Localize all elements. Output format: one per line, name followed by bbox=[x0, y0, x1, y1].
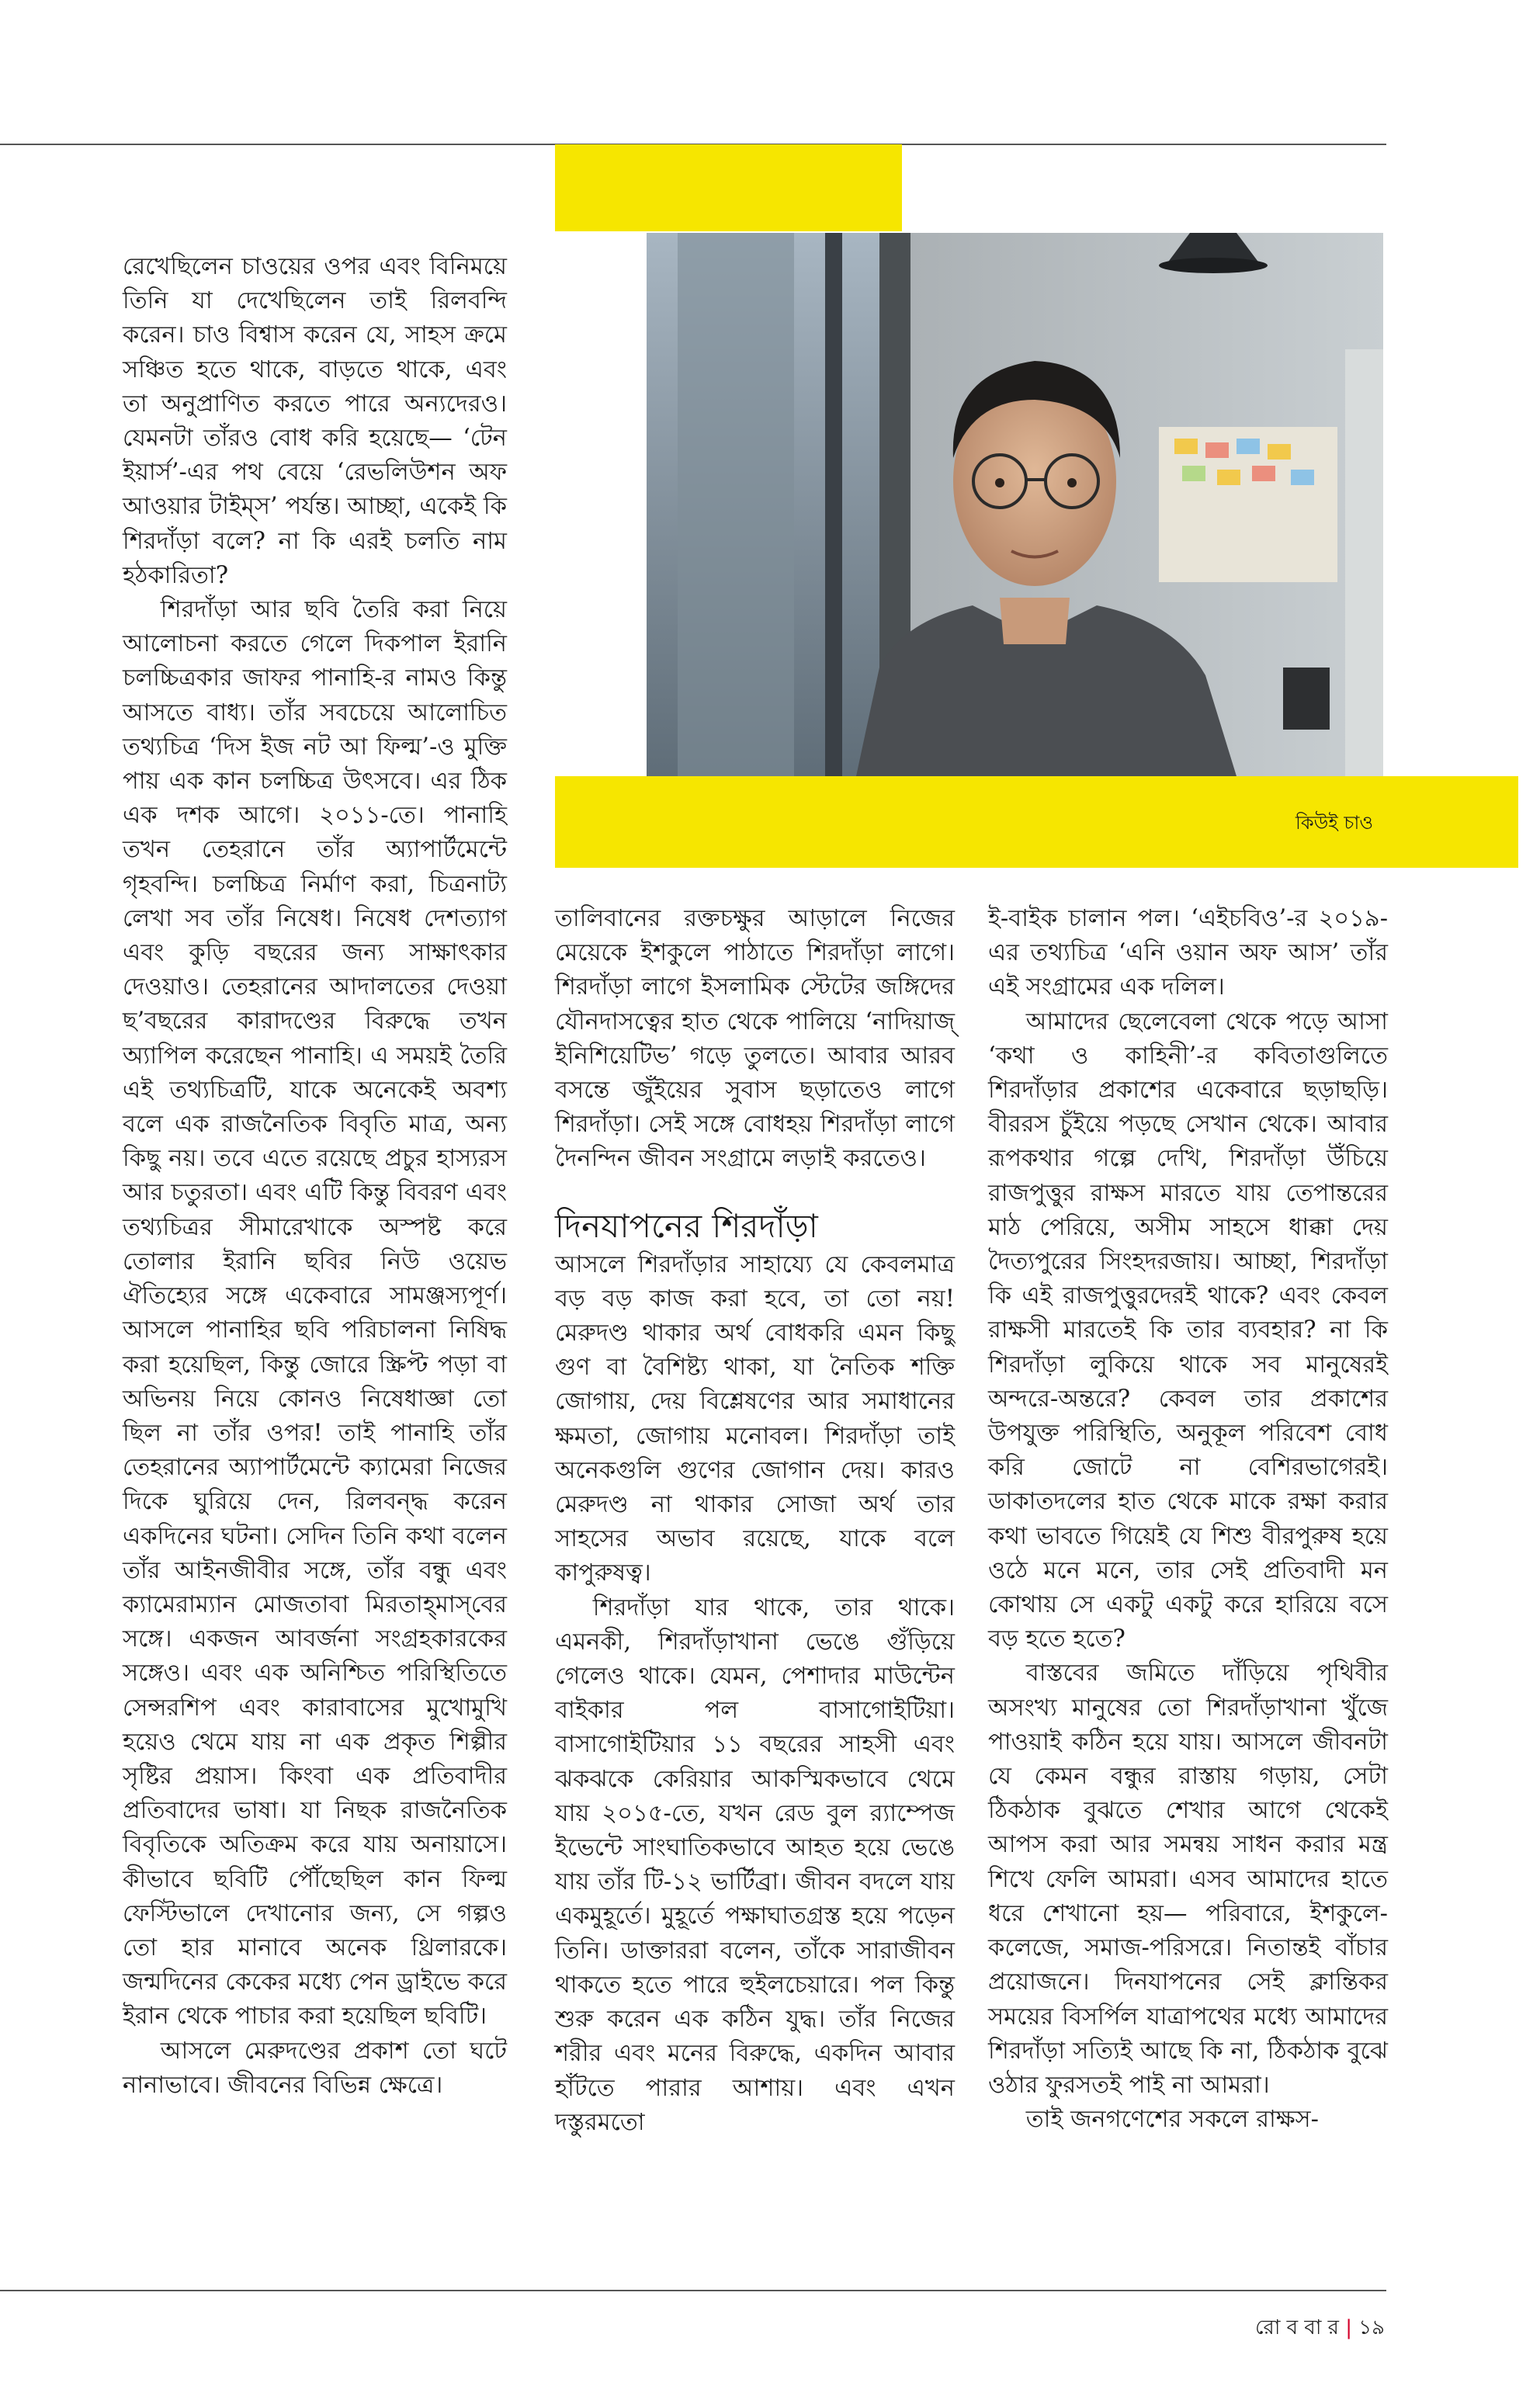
photo-caption: কিউই চাও bbox=[1295, 812, 1373, 834]
folio-separator: | bbox=[1345, 2316, 1352, 2339]
yellow-accent-band bbox=[555, 776, 1518, 868]
page-folio bbox=[1255, 2311, 1385, 2346]
page-number: ১৯ bbox=[1358, 2316, 1385, 2339]
article-column-3 bbox=[988, 902, 1388, 2137]
column3-paragraph: ই-বাইক চালান পল। ‘এইচবিও’-র ২০১৯-এর তথ্যচিত্র ‘এনি ওয়ান অফ আস’ তাঁর এই সংগ্রামের এক দলিল। bbox=[988, 905, 1388, 1001]
column2-intro: তালিবানের রক্তচক্ষুর আড়ালে নিজের মেয়েকে ইশকুলে পাঠাতে শিরদাঁড়া লাগে। শিরদাঁড়া লাগে ইসলামিক স্টেটের জঙ্গিদের যৌনদাসত্বের হাত থেকে পালিয়ে ‘নাদিয়াজ্‌ ইনিশিয়েটিভ’ গড়ে তুলতে। আবার আরব বসন্তে জুঁইয়ের সুবাস ছড়াতেও লাগে শিরদাঁড়া। সেই সঙ্গে বোধহয় শিরদাঁড়া লাগে দৈনন্দিন জীবন সংগ্রামে লড়াই করতেও। bbox=[555, 905, 955, 1173]
bottom-rule bbox=[0, 2290, 1386, 2291]
section-subheading: দিনযাপনের শিরদাঁড়া bbox=[555, 1206, 818, 1245]
yellow-accent-tab bbox=[555, 144, 902, 231]
column2-paragraph: শিরদাঁড়া যার থাকে, তার থাকে। এমনকী, শিরদাঁড়াখানা ভেঙে গুঁড়িয়ে গেলেও থাকে। যেমন, পেশাদার মাউন্টেন বাইকার পল বাসাগোইটিয়া। বাসাগোইটিয়ার ১১ বছরের সাহসী এবং ঝকঝকে কেরিয়ার আকস্মিকভাবে থেমে যায় ২০১৫-তে, যখন রেড বুল র‍্যাম্পেজ ইভেন্টে সাংঘাতিকভাবে আহত হয়ে ভেঙে যায় তাঁর টি-১২ ভার্টিব্রা। জীবন বদলে যায় একমুহূর্তে। মুহূর্তে পক্ষাঘাতগ্রস্ত হয়ে পড়েন তিনি। ডাক্তাররা বলেন, তাঁকে সারাজীবন থাকতে হতে পারে হুইলচেয়ারে। পল কিন্তু শুরু করেন এক কঠিন যুদ্ধ। তাঁর নিজের শরীর এবং মনের বিরুদ্ধে, একদিন আবার হাঁটতে পারার আশায়। এবং এখন দস্তুরমতো bbox=[555, 1594, 955, 2136]
column1-paragraph: আসলে মেরুদণ্ডের প্রকাশ তো ঘটে নানাভাবে। জীবনের বিভিন্ন ক্ষেত্রে। bbox=[123, 2037, 507, 2099]
column3-paragraph: আমাদের ছেলেবেলা থেকে পড়ে আসা ‘কথা ও কাহিনী’-র কবিতাগুলিতে শিরদাঁড়ার প্রকাশের একেবারে ছড়াছড়ি। বীররস চুঁইয়ে পড়ছে সেখান থেকে। আবার রূপকথার গল্পে দেখি, শিরদাঁড়া উঁচিয়ে রাজপুত্তুর রাক্ষস মারতে যায় তেপান্তরের মাঠ পেরিয়ে, অসীম সাহসে ধাক্কা দেয় দৈত্যপুরের সিংহদরজায়। আচ্ছা, শিরদাঁড়া কি এই রাজপুত্তুরদেরই থাকে? এবং কেবল রাক্ষসী মারতেই কি তার ব্যবহার? না কি শিরদাঁড়া লুকিয়ে থাকে সব মানুষেরই অন্দরে-অন্তরে? কেবল তার প্রকাশের উপযুক্ত পরিস্থিতি, অনুকূল পরিবেশ বোধ করি জোটে না বেশিরভাগেরই। ডাকাতদলের হাত থেকে মাকে রক্ষা করার কথা ভাবতে গিয়েই যে শিশু বীরপুরুষ হয়ে ওঠে মনে মনে, তার সেই প্রতিবাদী মন কোথায় সে একটু একটু করে হারিয়ে বসে বড় হতে হতে? bbox=[988, 1007, 1388, 1653]
article-column-2 bbox=[555, 902, 955, 2140]
magazine-name: রো ব বা র bbox=[1254, 2316, 1339, 2339]
portrait-photo bbox=[647, 233, 1383, 776]
column3-paragraph: তাই জনগণেশের সকলে রাক্ষস- bbox=[1025, 2106, 1319, 2134]
column3-paragraph: বাস্তবের জমিতে দাঁড়িয়ে পৃথিবীর অসংখ্য মানুষের তো শিরদাঁড়াখানা খুঁজে পাওয়াই কঠিন হয়ে যায়। আসলে জীবনটা যে কেমন বন্ধুর রাস্তায় গড়ায়, সেটা ঠিকঠাক বুঝতে শেখার আগে থেকেই আপস করা আর সমন্বয় সাধন করার মন্ত্র শিখে ফেলি আমরা। এসব আমাদের হাতে ধরে শেখানো হয়— পরিবারে, ইশকুলে-কলেজে, সমাজ-পরিসরে। নিতান্তই বাঁচার প্রয়োজনে। দিনযাপনের সেই ক্লান্তিকর সময়ের বিসর্পিল যাত্রাপথের মধ্যে আমাদের শিরদাঁড়া সত্যিই আছে কি না, ঠিকঠাক বুঝে ওঠার ফুরসতই পাই না আমরা। bbox=[988, 1659, 1388, 2099]
article-column-1 bbox=[123, 250, 507, 2103]
column1-paragraph: শিরদাঁড়া আর ছবি তৈরি করা নিয়ে আলোচনা করতে গেলে দিকপাল ইরানি চলচ্চিত্রকার জাফর পানাহি-র নামও কিন্তু আসতে বাধ্য। তাঁর সবচেয়ে আলোচিত তথ্যচিত্র ‘দিস ইজ নট আ ফিল্ম’-ও মুক্তি পায় এক কান চলচ্চিত্র উৎসবে। এর ঠিক এক দশক আগে। ২০১১-তে। পানাহি তখন তেহরানে তাঁর অ্যাপার্টমেন্টে গৃহবন্দি। চলচ্চিত্র নির্মাণ করা, চিত্রনাট্য লেখা সব তাঁর নিষেধ। নিষেধ দেশত্যাগ এবং কুড়ি বছরের জন্য সাক্ষাৎকার দেওয়াও। তেহরানের আদালতের দেওয়া ছ’বছরের কারাদণ্ডের বিরুদ্ধে তখন অ্যাপিল করেছেন পানাহি। এ সময়ই তৈরি এই তথ্যচিত্রটি, যাকে অনেকেই অবশ্য বলে এক রাজনৈতিক বিবৃতি মাত্র, অন্য কিছু নয়। তবে এতে রয়েছে প্রচুর হাস্যরস আর চতুরতা। এবং এটি কিন্তু বিবরণ এবং তথ্যচিত্রর সীমারেখাকে অস্পষ্ট করে তোলার ইরানি ছবির নিউ ওয়েভ ঐতিহ্যের সঙ্গে একেবারে সামঞ্জস্যপূর্ণ। আসলে পানাহির ছবি পরিচালনা নিষিদ্ধ করা হয়েছিল, কিন্তু জোরে স্ক্রিপ্ট পড়া বা অভিনয় নিয়ে কোনও নিষেধাজ্ঞা তো ছিল না তাঁর ওপর! তাই পানাহি তাঁর তেহরানের অ্যাপার্টমেন্টে ক্যামেরা নিজের দিকে ঘুরিয়ে দেন, রিলবন্দ্ধ করেন একদিনের ঘটনা। সেদিন তিনি কথা বলেন তাঁর আইনজীবীর সঙ্গে, তাঁর বন্ধু এবং ক্যামেরাম্যান মোজতাবা মিরতাহ্‌মাস্‌বের সঙ্গে। একজন আবর্জনা সংগ্রহকারকের সঙ্গেও। এবং এক অনিশ্চিত পরিস্থিতিতে সেন্সরশিপ এবং কারাবাসের মুখোমুখি হয়েও থেমে যায় না এক প্রকৃত শিল্পীর সৃষ্টির প্রয়াস। কিংবা এক প্রতিবাদীর প্রতিবাদের ভাষা। যা নিছক রাজনৈতিক বিবৃতিকে অতিক্রম করে যায় অনায়াসে। কীভাবে ছবিটি পৌঁছেছিল কান ফিল্ম ফেস্টিভালে দেখানোর জন্য, সে গল্পও তো হার মানাবে অনেক থ্রিলারকে। জন্মদিনের কেকের মধ্যে পেন ড্রাইভে করে ইরান থেকে পাচার করা হয়েছিল ছবিটি। bbox=[123, 596, 507, 2031]
column2-paragraph: আসলে শিরদাঁড়ার সাহায্যে যে কেবলমাত্র বড় বড় কাজ করা হবে, তা তো নয়! মেরুদণ্ড থাকার অর্থ বোধকরি এমন কিছু গুণ বা বৈশিষ্ট্য থাকা, যা নৈতিক শক্তি জোগায়, দেয় বিশ্লেষণের আর সমাধানের ক্ষমতা, জোগায় মনোবল। শিরদাঁড়া তাই অনেকগুলি গুণের জোগান দেয়। কারও মেরুদণ্ড না থাকার সোজা অর্থ তার সাহসের অভাব রয়েছে, যাকে বলে কাপুরুষত্ব। bbox=[555, 1250, 955, 1587]
column1-paragraph: রেখেছিলেন চাওয়ের ওপর এবং বিনিময়ে তিনি যা দেখেছিলেন তাই রিলবন্দি করেন। চাও বিশ্বাস করেন যে, সাহস ক্রমে সঞ্চিত হতে থাকে, বাড়তে থাকে, এবং তা অনুপ্রাণিত করতে পারে অন্যদেরও। যেমনটা তাঁরও বোধ করি হয়েছে— ‘টেন ইয়ার্স’-এর পথ বেয়ে ‘রেভলিউশন অফ আওয়ার টাইম্‌স’ পর্যন্ত। আচ্ছা, একেই কি শিরদাঁড়া বলে? না কি এরই চলতি নাম হঠকারিতা? bbox=[123, 253, 507, 589]
